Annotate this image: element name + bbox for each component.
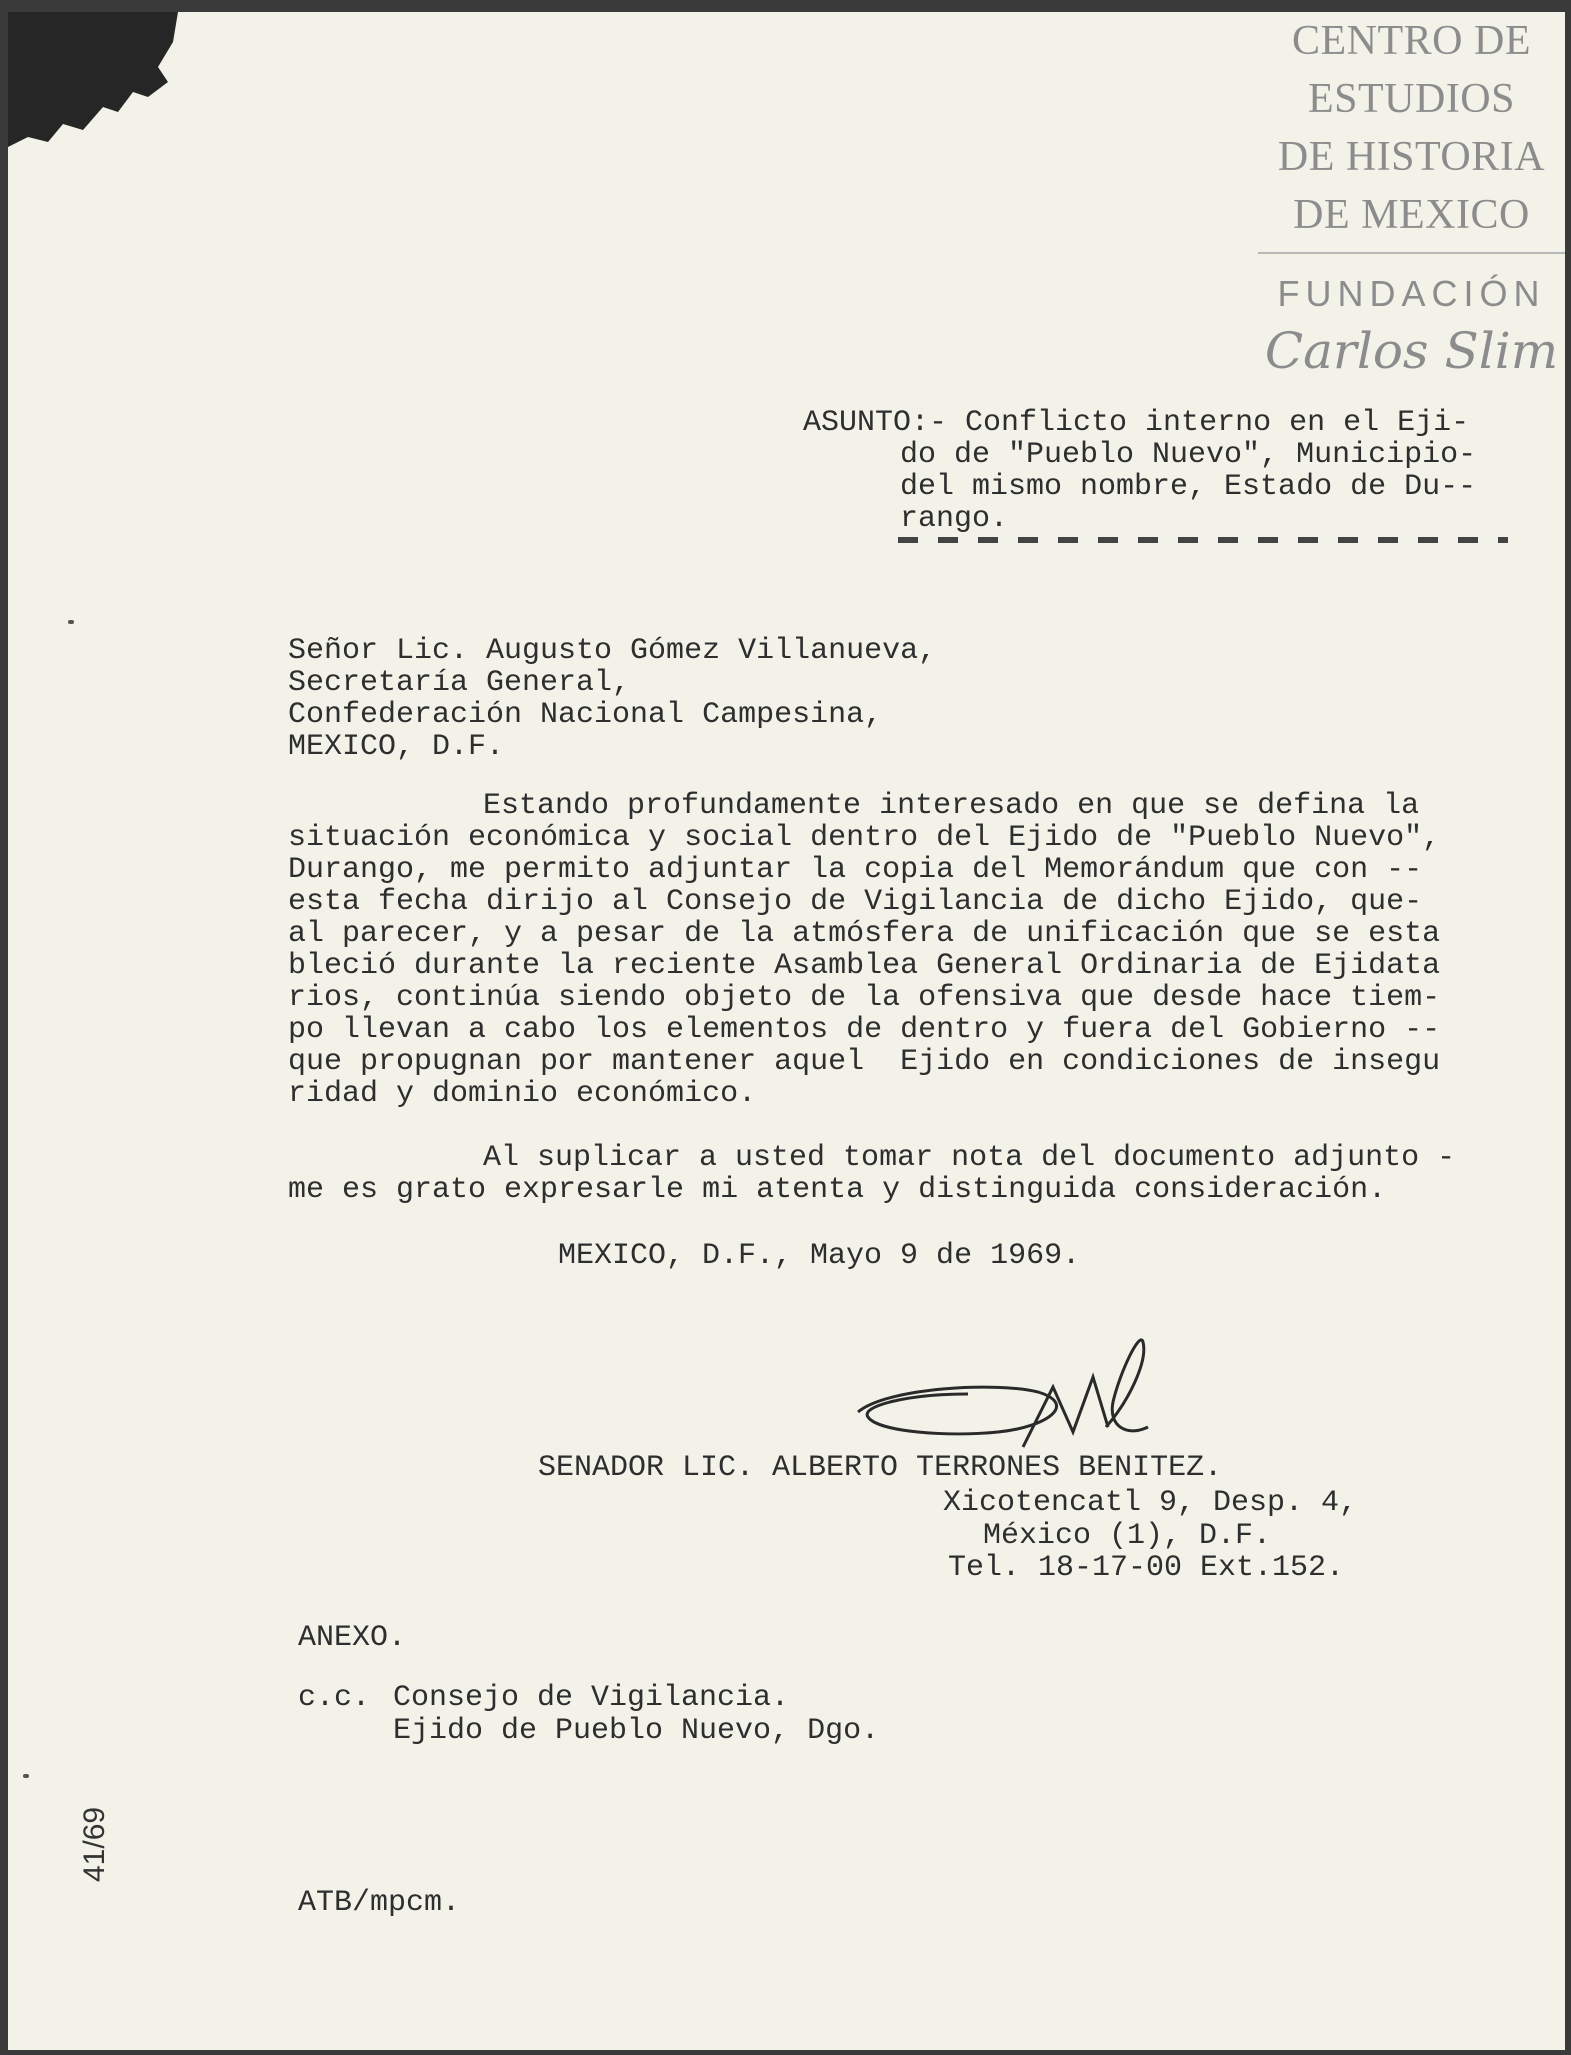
watermark-line: DE HISTORIA: [1277, 134, 1546, 180]
typist-initials: ATB/mpcm.: [298, 1886, 461, 1920]
body-line: situación económica y social dentro del Ejido de "Pueblo Nuevo",: [288, 821, 1441, 855]
body-line: Al suplicar a usted tomar nota del documento adjunto -: [483, 1141, 1456, 1175]
subject-line: do de "Pueblo Nuevo", Municipio-: [900, 438, 1477, 472]
cc-prefix: c.c.: [298, 1681, 371, 1715]
body-line: Durango, me permito adjuntar la copia del Memorándum que con --: [288, 853, 1423, 887]
paper-speck: [68, 620, 74, 624]
subject-line: del mismo nombre, Estado de Du--: [900, 470, 1477, 504]
body-line: po llevan a cabo los elementos de dentro y fuera del Gobierno --: [288, 1013, 1441, 1047]
watermark-line: DE MEXICO: [1293, 192, 1530, 238]
cc-line: Consejo de Vigilancia.: [393, 1681, 790, 1715]
addressee-line: MEXICO, D.F.: [288, 730, 505, 764]
sender-address-line: Tel. 18-17-00 Ext.152.: [948, 1551, 1345, 1585]
body-line: Estando profundamente interesado en que se defina la: [483, 789, 1420, 823]
paper-speck: [23, 1774, 29, 1778]
sender-address-line: México (1), D.F.: [983, 1519, 1272, 1553]
body-line: me es grato expresarle mi atenta y distinguida consideración.: [288, 1173, 1387, 1207]
addressee-line: Señor Lic. Augusto Gómez Villanueva,: [288, 634, 937, 668]
cc-line: Ejido de Pueblo Nuevo, Dgo.: [393, 1714, 880, 1748]
watermark-divider: [1258, 252, 1565, 254]
body-line: que propugnan por mantener aquel Ejido en condiciones de insegu: [288, 1045, 1441, 1079]
watermark-foundation: FUNDACIÓN: [1277, 273, 1546, 314]
watermark-line: CENTRO DE: [1292, 18, 1531, 64]
sender-address-line: Xicotencatl 9, Desp. 4,: [943, 1486, 1358, 1520]
subject-line: rango.: [900, 502, 1009, 536]
sender-name: SENADOR LIC. ALBERTO TERRONES BENITEZ.: [538, 1451, 1223, 1485]
subject-underline: [898, 537, 1508, 543]
addressee-line: Confederación Nacional Campesina,: [288, 698, 883, 732]
body-line: rios, continúa siendo objeto de la ofensiva que desde hace tiem-: [288, 981, 1441, 1015]
archive-number: 41/69: [78, 1806, 111, 1882]
body-line: esta fecha dirijo al Consejo de Vigilancia de dicho Ejido, que-: [288, 885, 1423, 919]
subject-line: ASUNTO:- Conflicto interno en el Eji-: [803, 406, 1470, 440]
body-line: al parecer, y a pesar de la atmósfera de unificación que se esta: [288, 917, 1441, 951]
torn-corner: [8, 12, 178, 152]
watermark-signature: Carlos Slim: [1264, 322, 1559, 380]
body-line: bleció durante la reciente Asamblea General Ordinaria de Ejidata: [288, 949, 1441, 983]
archive-watermark: [1258, 12, 1565, 386]
watermark-line: ESTUDIOS: [1307, 76, 1515, 122]
body-line: ridad y dominio económico.: [288, 1077, 757, 1111]
letter-page: [8, 12, 1565, 2050]
addressee-line: Secretaría General,: [288, 666, 631, 700]
date-line: MEXICO, D.F., Mayo 9 de 1969.: [558, 1239, 1081, 1273]
annex-label: ANEXO.: [298, 1621, 407, 1655]
